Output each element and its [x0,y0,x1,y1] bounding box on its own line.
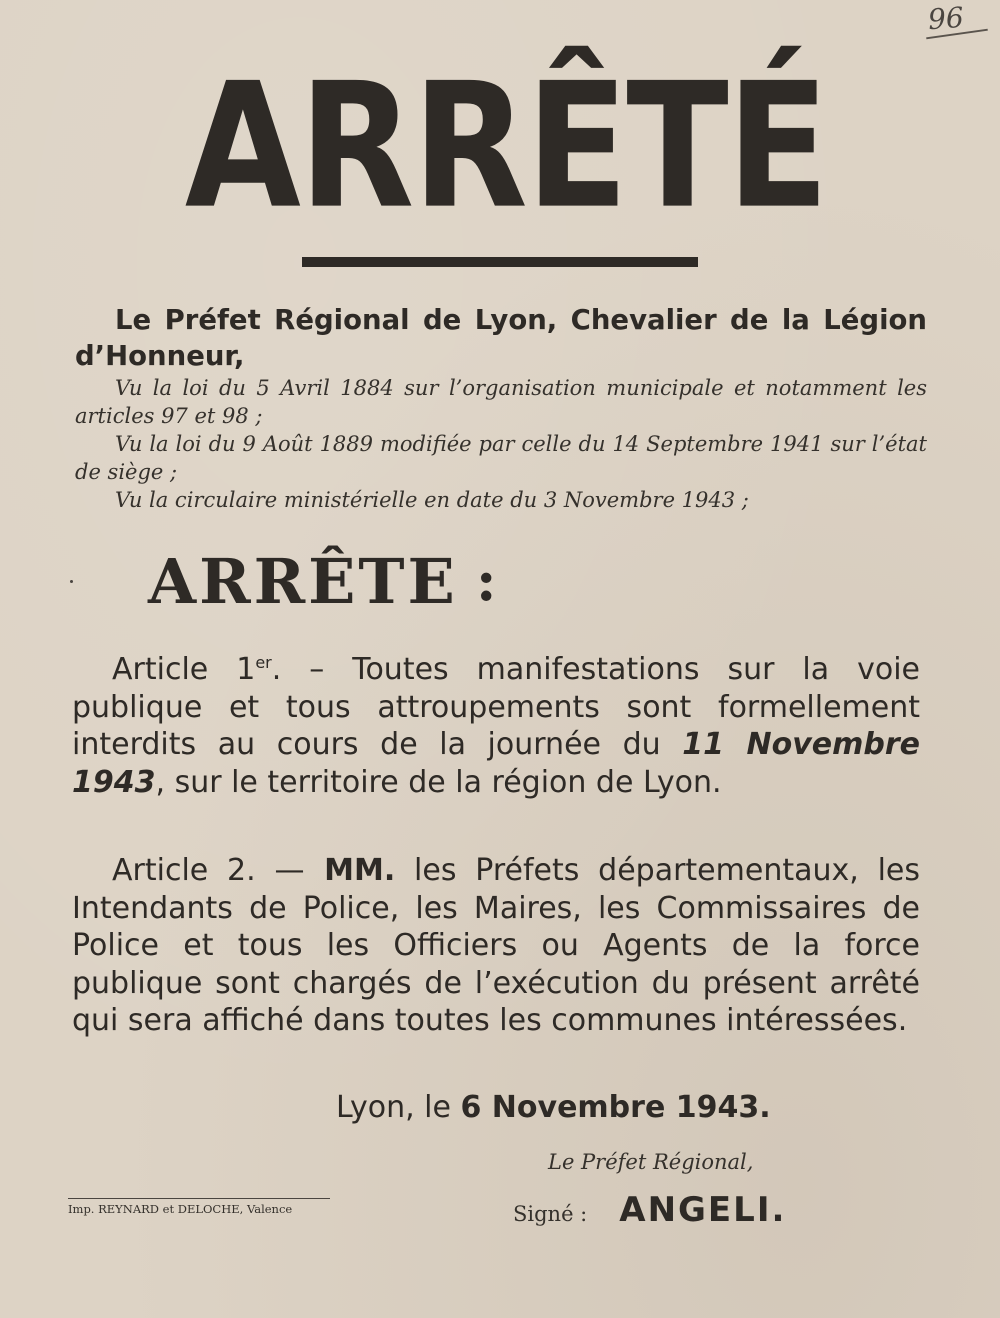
article-1-text-before: Toutes manifestations sur la voie publique et tous attroupements sont formellement interdits au cours de la journée du [72,652,920,762]
signature-row [513,1190,786,1230]
printer-imprint: Imp. REYNARD et DELOCHE, Valence [68,1202,293,1216]
article-1-label [112,652,324,687]
authority-line: Le Préfet Régional de Lyon, Chevalier de la Légion d’Honneur, [75,304,927,372]
article-2 [72,852,920,1040]
signatory-title: Le Préfet Régional, [548,1150,754,1174]
signer-name: ANGELI. [619,1190,787,1230]
signed-label: Signé : [513,1202,588,1226]
headline: ARRÊTÉ [184,46,828,248]
article-1 [72,644,920,801]
decree-heading [148,546,496,616]
vu-clause-2: Vu la loi du 9 Août 1889 modifiée par celle du 14 Septembre 1941 sur l’état de siège ; [75,432,927,484]
vu-clause-1: Vu la loi du 5 Avril 1884 sur l’organisation municipale et notamment les articles 97 et 98 ; [75,376,927,428]
article-1-date: 11 Novembre 1943 [72,727,920,800]
handwritten-page-number: 96 [926,0,965,37]
article-2-text: les Préfets départementaux, les Intendants de Police, les Maires, les Commissaires de Police et tous les Officiers ou Agents de la force publique sont chargés de l’exécution du présent arrêté qui sera affiché dans toutes les communes intéressées. [72,853,920,1038]
preamble [75,302,927,514]
article-1-label-suffix: . – [271,652,325,687]
decree-word: ARRÊTE [148,544,458,618]
print-speck [70,580,73,583]
article-1-text-after: , sur le territoire de la région de Lyon. [155,764,722,800]
issue-date: 6 Novembre 1943. [460,1090,771,1125]
article-1-label-text: Article 1 [112,652,256,687]
article-2-mm: MM. [304,853,396,888]
vu-clause-3: Vu la circulaire ministérielle en date du 3 Novembre 1943 ; [115,488,749,512]
place: Lyon, le [336,1090,461,1125]
place-date [336,1090,771,1125]
decree-colon: : [475,548,497,614]
headline-rule [302,257,698,267]
article-2-label: Article 2. — [112,853,305,888]
article-1-label-sup: er [255,653,272,672]
imprint-rule [68,1198,330,1199]
